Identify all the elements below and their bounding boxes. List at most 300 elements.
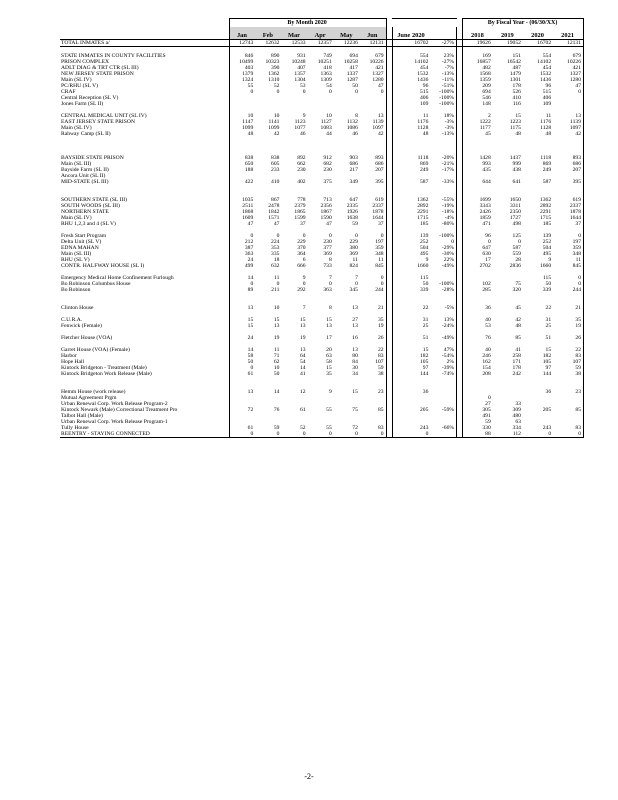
month-value-cell: 52 <box>273 83 280 89</box>
fiscal-year-cell: 242 <box>512 371 521 377</box>
month-value-cell: 44 <box>326 131 332 137</box>
fiscal-year-cell: 63 <box>515 419 521 425</box>
june-2020-cell: 339 <box>392 287 430 293</box>
row-label: Ancora Unit (SL II) <box>61 173 106 179</box>
june-2020-cell: 205 <box>392 407 430 413</box>
col-header-2019: 2019 <box>493 27 523 40</box>
month-value-cell: 375 <box>323 179 332 185</box>
month-value-cell: 50 <box>352 83 358 89</box>
month-value-cell: 0 <box>360 89 386 95</box>
row-label: Main (SL IV) <box>61 215 92 221</box>
june-2020-cell: 2291 <box>392 209 430 215</box>
month-value-cell: 377 <box>323 245 332 251</box>
fiscal-year-cell: 185 <box>542 221 552 227</box>
percent-change-cell: -49% <box>430 335 456 341</box>
fiscal-year-cell: 22 <box>553 347 583 353</box>
percent-change-cell: -66% <box>430 425 456 431</box>
month-value-cell: 230 <box>323 239 332 245</box>
month-value-cell: 14 <box>229 275 255 281</box>
row-label: Kintock Newark (Male) Correctional Treatment Pro <box>61 407 178 413</box>
month-value-cell: 212 <box>229 239 255 245</box>
fiscal-year-cell: 16702 <box>523 40 553 47</box>
percent-change-cell: -30% <box>430 251 456 257</box>
month-value-cell: 1590 <box>320 215 332 221</box>
month-value-cell: 422 <box>229 179 255 185</box>
row-label: Fenwick (Female) <box>61 323 102 329</box>
month-value-cell: 83 <box>360 425 386 431</box>
june-2020-cell: 182 <box>392 353 430 359</box>
month-value-cell: 632 <box>271 263 280 269</box>
month-value-cell: 1571 <box>268 215 280 221</box>
fiscal-year-cell: 41 <box>515 347 521 353</box>
fiscal-year-cell: 1176 <box>540 119 552 125</box>
month-value-cell: 390 <box>271 65 280 71</box>
month-value-cell: 14 <box>229 347 255 353</box>
fiscal-year-cell: 48 <box>515 323 521 329</box>
month-value-cell: 369 <box>349 251 358 257</box>
percent-change-cell: -27% <box>430 59 456 65</box>
fiscal-year-cell: 116 <box>512 101 521 107</box>
june-2020-cell: 1532 <box>392 71 430 77</box>
percent-change-cell: 22% <box>430 257 456 263</box>
month-value-cell: 16 <box>352 335 358 341</box>
june-2020-cell: 252 <box>392 239 430 245</box>
row-label: Garret House (VOA) (Female) <box>61 347 130 353</box>
percent-change-cell: -55% <box>430 197 456 203</box>
fiscal-year-cell: 515 <box>542 89 552 95</box>
month-value-cell: 838 <box>229 155 255 161</box>
month-value-cell: 13 <box>229 305 255 311</box>
fiscal-year-cell: 1644 <box>553 215 583 221</box>
month-value-cell: 13 <box>360 113 386 119</box>
fiscal-year-cell: 75 <box>515 281 521 287</box>
percent-change-cell: -39% <box>430 365 456 371</box>
month-value-cell: 84 <box>352 359 358 365</box>
fiscal-year-cell: 15 <box>545 347 552 353</box>
june-2020-cell: 1118 <box>392 155 430 161</box>
month-value-cell: 10 <box>273 113 280 119</box>
june-2020-cell: 115 <box>392 275 430 281</box>
col-header-may: May <box>334 27 360 40</box>
month-value-cell: 10 <box>273 305 280 311</box>
month-value-cell: 353 <box>271 245 280 251</box>
fiscal-year-cell: 115 <box>542 275 552 281</box>
percent-change-cell: -59% <box>430 407 456 413</box>
month-value-cell: 0 <box>255 431 281 438</box>
fiscal-year-cell: 454 <box>542 65 552 71</box>
fiscal-year-cell: 1479 <box>509 71 521 77</box>
june-2020-cell: 31 <box>392 317 430 323</box>
month-value-cell: 12357 <box>308 40 334 47</box>
fiscal-year-cell: 148 <box>463 101 493 107</box>
row-label: Emergency Medical Home Confinement Furlough <box>61 275 174 281</box>
june-2020-cell: 25 <box>392 323 430 329</box>
row-label: Fresh Start Program <box>61 233 107 239</box>
fiscal-year-cell: 35 <box>553 317 583 323</box>
june-2020-cell: 1362 <box>392 197 430 203</box>
percent-change-cell: -19% <box>430 203 456 209</box>
fiscal-year-cell: 171 <box>512 359 521 365</box>
month-value-cell: 26 <box>360 335 386 341</box>
month-value-cell: 244 <box>360 287 386 293</box>
col-header-jan: Jan <box>229 27 255 40</box>
month-value-cell: 48 <box>229 131 255 137</box>
col-header-2018: 2018 <box>463 27 493 40</box>
june-2020-cell: 109 <box>392 101 430 107</box>
percent-change-cell: -4% <box>430 215 456 221</box>
fiscal-year-cell: 88 <box>463 431 493 438</box>
fiscal-year-cell: 10226 <box>553 59 583 65</box>
month-value-cell: 0 <box>328 281 332 287</box>
fiscal-year-cell: 107 <box>553 359 583 365</box>
percent-change-cell <box>430 431 456 438</box>
month-value-cell: 1842 <box>268 209 280 215</box>
june-2020-cell: 1128 <box>392 125 430 131</box>
fiscal-year-cell: 50 <box>545 281 552 287</box>
fiscal-year-cell: 498 <box>512 221 521 227</box>
month-value-cell: 47 <box>229 221 255 227</box>
month-value-cell: 27 <box>352 317 358 323</box>
june-2020-cell: 1436 <box>392 77 430 83</box>
month-value-cell: 14 <box>273 389 280 395</box>
fiscal-year-cell: 1177 <box>463 125 493 131</box>
june-2020-cell: 515 <box>392 89 430 95</box>
month-value-cell: 359 <box>360 245 386 251</box>
row-label: Central Reception (SL V) <box>61 95 119 101</box>
fiscal-year-cell: 205 <box>542 407 552 413</box>
month-value-cell: 1379 <box>229 71 255 77</box>
month-value-cell: 0 <box>276 233 280 239</box>
row-label: RHU 1,2,3 and 4 (SL V) <box>61 221 116 227</box>
fiscal-year-cell: 11 <box>553 257 583 263</box>
col-header-2021: 2021 <box>553 27 583 40</box>
fiscal-year-cell: 526 <box>512 89 521 95</box>
june-2020-cell: 16702 <box>392 40 430 47</box>
header-row-groups <box>60 19 584 28</box>
fiscal-year-cell: 480 <box>512 413 521 419</box>
month-value-cell: 890 <box>271 53 280 59</box>
month-value-cell: 11 <box>352 257 358 263</box>
row-label: BAYSIDE STATE PRISON <box>61 155 124 161</box>
month-value-cell: 12 <box>299 389 306 395</box>
month-value-cell: 15 <box>273 317 280 323</box>
month-value-cell: 9 <box>302 275 306 281</box>
row-label: Fletcher House (VOA) <box>61 335 113 341</box>
month-value-cell: 1357 <box>294 71 306 77</box>
month-value-cell: 19 <box>360 323 386 329</box>
fiscal-year-cell: 22 <box>545 305 552 311</box>
month-value-cell: 0 <box>276 89 280 95</box>
month-value-cell: 230 <box>323 167 332 173</box>
june-2020-cell: 249 <box>392 167 430 173</box>
june-2020-cell: 9 <box>392 257 430 263</box>
fiscal-year-cell: 96 <box>463 233 493 239</box>
month-value-cell: 10323 <box>265 59 280 65</box>
fiscal-year-cell: 2426 <box>463 209 493 215</box>
fiscal-year-cell: 25 <box>545 323 552 329</box>
fiscal-year-cell: 334 <box>512 425 521 431</box>
fiscal-year-cell: 11 <box>545 113 552 119</box>
month-value-cell: 647 <box>349 197 358 203</box>
june-2020-cell: 495 <box>392 251 430 257</box>
fiscal-year-cell: 2337 <box>553 203 583 209</box>
fiscal-year-cell: 53 <box>463 323 493 329</box>
month-value-cell: 47 <box>326 221 332 227</box>
row-label: CENTRAL MEDICAL UNIT (SL IV) <box>61 113 147 119</box>
month-value-cell: 1638 <box>346 215 358 221</box>
month-value-cell: 46 <box>299 131 306 137</box>
fiscal-year-cell: 42 <box>515 317 521 323</box>
fiscal-year-cell: 97 <box>545 365 552 371</box>
month-value-cell: 2478 <box>268 203 280 209</box>
fiscal-year-cell: 48 <box>545 131 552 137</box>
month-value-cell: 1086 <box>346 125 358 131</box>
fiscal-year-cell: 2702 <box>463 263 493 269</box>
percent-change-cell: -100% <box>430 89 456 95</box>
month-value-cell: 233 <box>271 167 280 173</box>
row-label: Bo Robinson <box>61 287 91 293</box>
month-value-cell: 58 <box>229 353 255 359</box>
month-value-cell: 0 <box>281 431 307 438</box>
fiscal-year-cell: 15 <box>515 113 521 119</box>
month-value-cell: 292 <box>297 287 306 293</box>
row-label: Kintock Bridgeton - Treatment (Male) <box>61 365 147 371</box>
month-value-cell: 0 <box>229 365 255 371</box>
month-value-cell: 348 <box>360 251 386 257</box>
fiscal-year-cell: 1532 <box>539 71 552 77</box>
month-value-cell: 363 <box>323 287 332 293</box>
month-value-cell: 197 <box>360 239 386 245</box>
col-header-mar: Mar <box>281 27 307 40</box>
month-value-cell: 1099 <box>268 125 280 131</box>
fiscal-year-cell: 0 <box>553 233 583 239</box>
month-value-cell: 7 <box>328 275 332 281</box>
month-value-cell: 682 <box>323 161 332 167</box>
fiscal-year-cell: 38 <box>553 371 583 377</box>
fiscal-year-cell: 1175 <box>509 125 521 131</box>
percent-change-cell: 2% <box>430 359 456 365</box>
fiscal-year-cell: 16857 <box>463 59 493 65</box>
month-value-cell: 35 <box>360 317 386 323</box>
month-value-cell: 845 <box>360 263 386 269</box>
month-value-cell: 10 <box>326 113 332 119</box>
col-header-jun: Jun <box>360 27 386 40</box>
fiscal-year-cell: 102 <box>463 281 493 287</box>
fiscal-year-cell: 546 <box>463 95 493 101</box>
percent-change-cell: -18% <box>430 209 456 215</box>
june-2020-cell: 869 <box>392 161 430 167</box>
fiscal-year-cell: 36 <box>545 389 552 395</box>
month-value-cell: 417 <box>349 65 358 71</box>
month-value-cell: 778 <box>297 197 306 203</box>
month-value-cell: 35 <box>326 371 332 377</box>
fiscal-year-cell: 45 <box>463 131 493 137</box>
fiscal-year-cell: 51 <box>545 335 552 341</box>
percent-change-cell: -100% <box>430 95 456 101</box>
inmate-population-table <box>60 18 584 438</box>
month-value-cell: 846 <box>229 53 255 59</box>
percent-change-cell: -7% <box>430 65 456 71</box>
june-2020-cell: 406 <box>392 95 430 101</box>
month-value-cell: 24 <box>229 257 255 263</box>
month-value-cell: 370 <box>297 245 306 251</box>
fiscal-year-cell: 435 <box>463 167 493 173</box>
row-label: TOTAL INMATES a/ <box>60 40 229 47</box>
month-value-cell: 407 <box>297 65 306 71</box>
fiscal-year-cell: 197 <box>553 239 583 245</box>
fiscal-year-cell: 19 <box>553 323 583 329</box>
month-value-cell: 230 <box>297 167 306 173</box>
fiscal-year-cell: 487 <box>512 65 521 71</box>
month-value-cell: 0 <box>360 281 386 287</box>
month-value-cell: 345 <box>349 287 358 293</box>
june-2020-cell: 2892 <box>392 203 430 209</box>
june-2020-cell: 1660 <box>392 263 430 269</box>
month-value-cell: 0 <box>360 275 386 281</box>
row-label: Jones Farm (SL II) <box>61 101 104 107</box>
fiscal-year-cell: 359 <box>553 245 583 251</box>
percent-change-cell: -49% <box>430 263 456 269</box>
percent-change-cell: -100% <box>430 281 456 287</box>
fiscal-year-cell: 139 <box>542 233 552 239</box>
fiscal-year-cell: 471 <box>463 221 493 227</box>
fiscal-year-cell: 243 <box>542 425 552 431</box>
percent-change-cell: -13% <box>430 71 456 77</box>
month-value-cell: 0 <box>334 431 360 438</box>
row-label: CONTR. HALFWAY HOUSE (SL I) <box>61 263 145 269</box>
fiscal-year-cell: 679 <box>553 53 583 59</box>
col-header-june-2020: June 2020 <box>392 27 430 40</box>
month-value-cell: 10 <box>273 365 280 371</box>
month-value-cell: 0 <box>229 233 255 239</box>
month-value-cell: 13 <box>299 323 306 329</box>
june-2020-cell: 14102 <box>392 59 430 65</box>
fiscal-year-cell: 644 <box>463 179 493 185</box>
fiscal-year-cell: 694 <box>463 89 493 95</box>
fiscal-year-cell: 151 <box>512 53 521 59</box>
fiscal-year-cell: 2350 <box>509 209 521 215</box>
month-value-cell: 903 <box>349 155 358 161</box>
fiscal-year-cell: 252 <box>542 239 552 245</box>
fiscal-year-cell: 1437 <box>509 155 521 161</box>
month-value-cell: 0 <box>229 431 255 438</box>
row-label: Kintock Bridgeton Work Release (Male) <box>61 371 152 377</box>
june-2020-cell: 96 <box>392 83 430 89</box>
month-value-cell: 9 <box>328 389 332 395</box>
month-value-cell: 41 <box>299 371 306 377</box>
fiscal-year-cell: 105 <box>542 359 552 365</box>
fiscal-year-cell: 559 <box>512 251 521 257</box>
month-value-cell: 1609 <box>229 215 255 221</box>
fiscal-year-cell: 482 <box>463 65 493 71</box>
month-value-cell: 838 <box>271 155 280 161</box>
percent-change-cell: 23% <box>430 53 456 59</box>
report-table-container <box>60 18 584 438</box>
month-value-cell: 749 <box>323 53 332 59</box>
header-row-columns <box>60 27 584 40</box>
month-value-cell: 211 <box>271 287 280 293</box>
fiscal-year-cell: 178 <box>512 365 521 371</box>
percent-change-cell: 47% <box>430 347 456 353</box>
fiscal-year-cell: 59 <box>553 365 583 371</box>
row-label: Main (SL III) <box>61 161 92 167</box>
month-value-cell: 6 <box>302 257 306 263</box>
month-value-cell: 15 <box>326 317 332 323</box>
month-value-cell: 1139 <box>360 119 386 125</box>
fiscal-year-cell: 0 <box>553 431 583 438</box>
june-2020-cell: 554 <box>392 53 430 59</box>
percent-change-cell: -5% <box>430 305 456 311</box>
fiscal-year-cell: 0 <box>553 281 583 287</box>
month-value-cell: 0 <box>302 89 306 95</box>
month-value-cell: 37 <box>299 221 306 227</box>
fiscal-year-cell: 1660 <box>539 263 552 269</box>
month-value-cell: 59 <box>360 365 386 371</box>
fiscal-year-cell: 1436 <box>539 77 552 83</box>
fiscal-year-cell: 76 <box>463 335 493 341</box>
fiscal-year-cell: 27 <box>463 401 493 407</box>
month-value-cell: 0 <box>328 89 332 95</box>
fiscal-year-cell: 42 <box>553 131 583 137</box>
page-number: -2- <box>304 772 314 781</box>
month-value-cell: 0 <box>355 233 358 239</box>
row-label: PRISON COMPLEX <box>61 59 110 65</box>
month-value-cell: 619 <box>360 197 386 203</box>
month-value-cell: 1865 <box>294 209 306 215</box>
row-label: Mutual Agreement Prgm <box>61 395 117 401</box>
month-value-cell: 1324 <box>229 77 255 83</box>
month-value-cell: 912 <box>323 155 332 161</box>
fiscal-year-cell: 40 <box>463 317 493 323</box>
row-label: CRAF <box>61 89 76 95</box>
june-2020-cell: 105 <box>392 359 430 365</box>
month-value-cell: 0 <box>276 281 280 287</box>
fiscal-year-cell: 1362 <box>539 197 552 203</box>
percent-change-cell: -33% <box>430 179 456 185</box>
fiscal-year-cell: 1878 <box>553 209 583 215</box>
fiscal-year-cell: 3311 <box>509 203 521 209</box>
fiscal-year-cell: 1280 <box>553 77 583 83</box>
month-value-cell: 59 <box>273 425 280 431</box>
row-label: Clinton House <box>61 305 94 311</box>
month-value-cell: 1926 <box>346 209 358 215</box>
month-value-cell: 0 <box>360 431 386 438</box>
fiscal-year-cell: 182 <box>542 353 552 359</box>
fiscal-year-cell: 406 <box>542 95 552 101</box>
month-value-cell: 686 <box>349 161 358 167</box>
fiscal-year-cell: 1650 <box>509 197 521 203</box>
percent-change-cell: -24% <box>430 323 456 329</box>
month-value-cell: 1132 <box>346 119 358 125</box>
col-header-2020: 2020 <box>523 27 553 40</box>
month-value-cell: 22 <box>360 347 386 353</box>
month-value-cell: 1287 <box>346 77 358 83</box>
month-value-cell: 52 <box>299 425 306 431</box>
fiscal-year-cell: 1139 <box>553 119 583 125</box>
month-value-cell: 12131 <box>360 40 386 47</box>
row-label: Hemm House (work release) <box>61 389 126 395</box>
month-value-cell: 188 <box>229 167 255 173</box>
fiscal-year-cell: 26 <box>553 335 583 341</box>
fiscal-year-cell: 154 <box>463 365 493 371</box>
fiscal-year-cell: 23 <box>553 389 583 395</box>
month-value-cell: 403 <box>229 65 255 71</box>
fiscal-year-cell: 208 <box>463 371 493 377</box>
fiscal-year-cell: 554 <box>542 53 552 59</box>
by-month-header: By Month 2020 <box>229 19 386 28</box>
fiscal-year-cell: 1359 <box>463 77 493 83</box>
month-value-cell: 0 <box>229 281 255 287</box>
